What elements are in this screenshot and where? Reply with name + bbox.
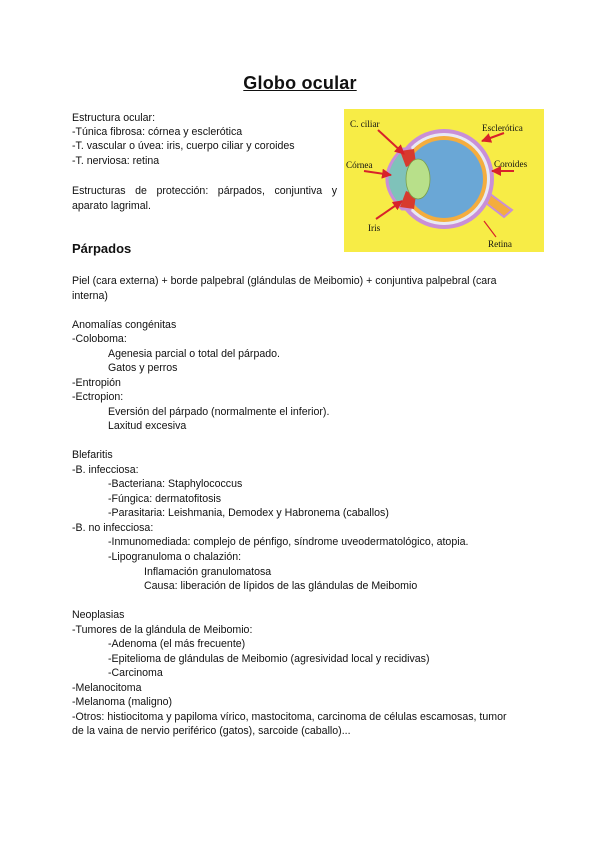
list-item: -Fúngica: dermatofitosis — [108, 493, 222, 505]
list-item: -Entropión — [72, 377, 121, 389]
label-ciliar: C. ciliar — [350, 119, 380, 129]
list-item: -Melanocitoma — [72, 682, 142, 694]
structure-item: -Túnica fibrosa: córnea y esclerótica — [72, 126, 243, 138]
label-esclerotica: Esclerótica — [482, 123, 523, 133]
list-item: -B. no infecciosa: — [72, 522, 154, 534]
list-item: -B. infecciosa: — [72, 464, 139, 476]
list-item: -Adenoma (el más frecuente) — [108, 638, 246, 650]
list-item: -Otros: histiocitoma y papiloma vírico, mastocitoma, carcinoma de células escamosas, tumor — [72, 711, 507, 723]
label-iris: Iris — [368, 223, 381, 233]
subheading-neoplasias: Neoplasias — [72, 609, 125, 621]
list-item: Eversión del párpado (normalmente el inferior). — [108, 406, 330, 418]
intro-line: interna) — [72, 290, 108, 302]
list-item: de la vaina de nervio periférico (gatos), sarcoide (caballo)... — [72, 725, 351, 737]
section-heading-parpados: Párpados — [72, 241, 132, 256]
subheading-anomalias: Anomalías congénitas — [72, 319, 177, 331]
subheading-blefaritis: Blefaritis — [72, 449, 113, 461]
intro-line: Piel (cara externa) + borde palpebral (glándulas de Meibomio) + conjuntiva palpebral (cara — [72, 275, 497, 287]
label-cornea: Córnea — [346, 160, 373, 170]
list-item: -Melanoma (maligno) — [72, 696, 173, 708]
list-item: -Carcinoma — [108, 667, 163, 679]
label-retina: Retina — [488, 239, 512, 249]
list-item: -Parasitaria: Leishmania, Demodex y Habronema (caballos) — [108, 507, 389, 519]
page-title: Globo ocular — [243, 73, 357, 93]
list-item: -Inmunomediada: complejo de pénfigo, síndrome uveodermatológico, atopia. — [108, 536, 469, 548]
list-item: -Tumores de la glándula de Meibomio: — [72, 624, 253, 636]
list-item: -Ectropion: — [72, 391, 124, 403]
structure-heading: Estructura ocular: — [72, 112, 156, 124]
list-item: -Epitelioma de glándulas de Meibomio (agresividad local y recidivas) — [108, 653, 430, 665]
list-item: Gatos y perros — [108, 362, 178, 374]
protection-paragraph: Estructuras de protección: párpados, conjuntiva y aparato lagrimal. — [72, 185, 337, 212]
eye-diagram — [344, 109, 544, 252]
list-item: -Lipogranuloma o chalazión: — [108, 551, 242, 563]
label-coroides: Coroides — [494, 159, 528, 169]
structure-item: -T. vascular o úvea: iris, cuerpo ciliar y coroides — [72, 140, 295, 152]
list-item: Causa: liberación de lípidos de las glándulas de Meibomio — [144, 580, 418, 592]
lens — [406, 159, 430, 199]
list-item: Agenesia parcial o total del párpado. — [108, 348, 280, 360]
list-item: Inflamación granulomatosa — [144, 566, 272, 578]
structure-item: -T. nerviosa: retina — [72, 155, 160, 167]
list-item: -Coloboma: — [72, 333, 127, 345]
list-item: Laxitud excesiva — [108, 420, 187, 432]
list-item: -Bacteriana: Staphylococcus — [108, 478, 243, 490]
